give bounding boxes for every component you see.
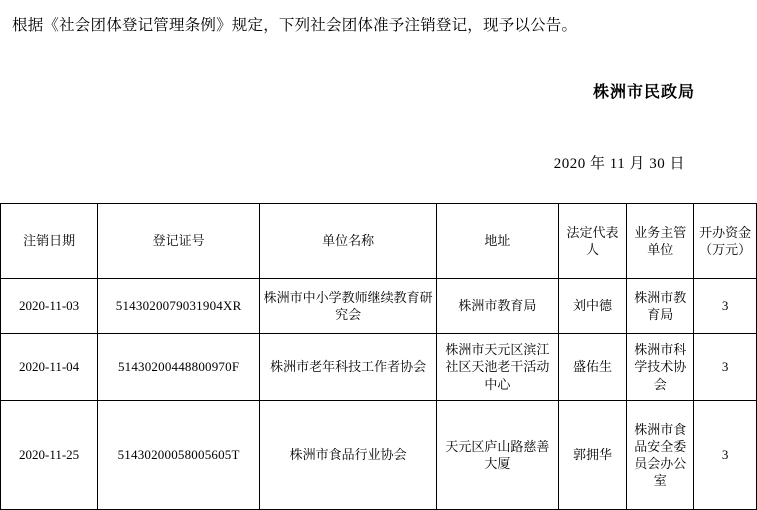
column-header-cert: 登记证号 [98, 204, 260, 279]
cell-date: 2020-11-25 [1, 401, 98, 510]
column-header-name: 单位名称 [260, 204, 437, 279]
table-row [1, 334, 757, 401]
column-header-date: 注销日期 [1, 204, 98, 279]
cell-department: 株洲市科学技术协会 [627, 334, 694, 401]
cell-cert: 51430200058005605T [98, 401, 260, 510]
table-row [1, 401, 757, 510]
issue-date: 2020 年 11 月 30 日 [553, 156, 685, 173]
intro-paragraph: 根据《社会团体登记管理条例》规定，下列社会团体准予注销登记，现予以公告。 [12, 17, 578, 34]
cell-name: 株洲市食品行业协会 [260, 401, 437, 510]
cell-department: 株洲市教育局 [627, 279, 694, 334]
table-row [1, 279, 757, 334]
cell-capital: 3 [694, 279, 757, 334]
cell-address: 天元区庐山路慈善大厦 [437, 401, 558, 510]
cell-representative: 刘中德 [558, 279, 627, 334]
cell-capital: 3 [694, 334, 757, 401]
cell-capital: 3 [694, 401, 757, 510]
cell-department: 株洲市食品安全委员会办公室 [627, 401, 694, 510]
table-header-row [1, 204, 757, 279]
cell-name: 株洲市老年科技工作者协会 [260, 334, 437, 401]
cell-address: 株洲市教育局 [437, 279, 558, 334]
registration-table [0, 203, 757, 510]
cell-address: 株洲市天元区滨江社区天池老干活动中心 [437, 334, 558, 401]
cell-date: 2020-11-03 [1, 279, 98, 334]
column-header-address: 地址 [437, 204, 558, 279]
cell-representative: 盛佑生 [558, 334, 627, 401]
column-header-department: 业务主管单位 [627, 204, 694, 279]
issuer-name: 株洲市民政局 [592, 84, 695, 102]
cell-representative: 郭拥华 [558, 401, 627, 510]
cell-cert: 5143020079031904XR [98, 279, 260, 334]
column-header-capital: 开办资金（万元） [694, 204, 757, 279]
cell-name: 株洲市中小学教师继续教育研究会 [260, 279, 437, 334]
cell-date: 2020-11-04 [1, 334, 98, 401]
column-header-representative: 法定代表人 [558, 204, 627, 279]
cell-cert: 51430200448800970F [98, 334, 260, 401]
